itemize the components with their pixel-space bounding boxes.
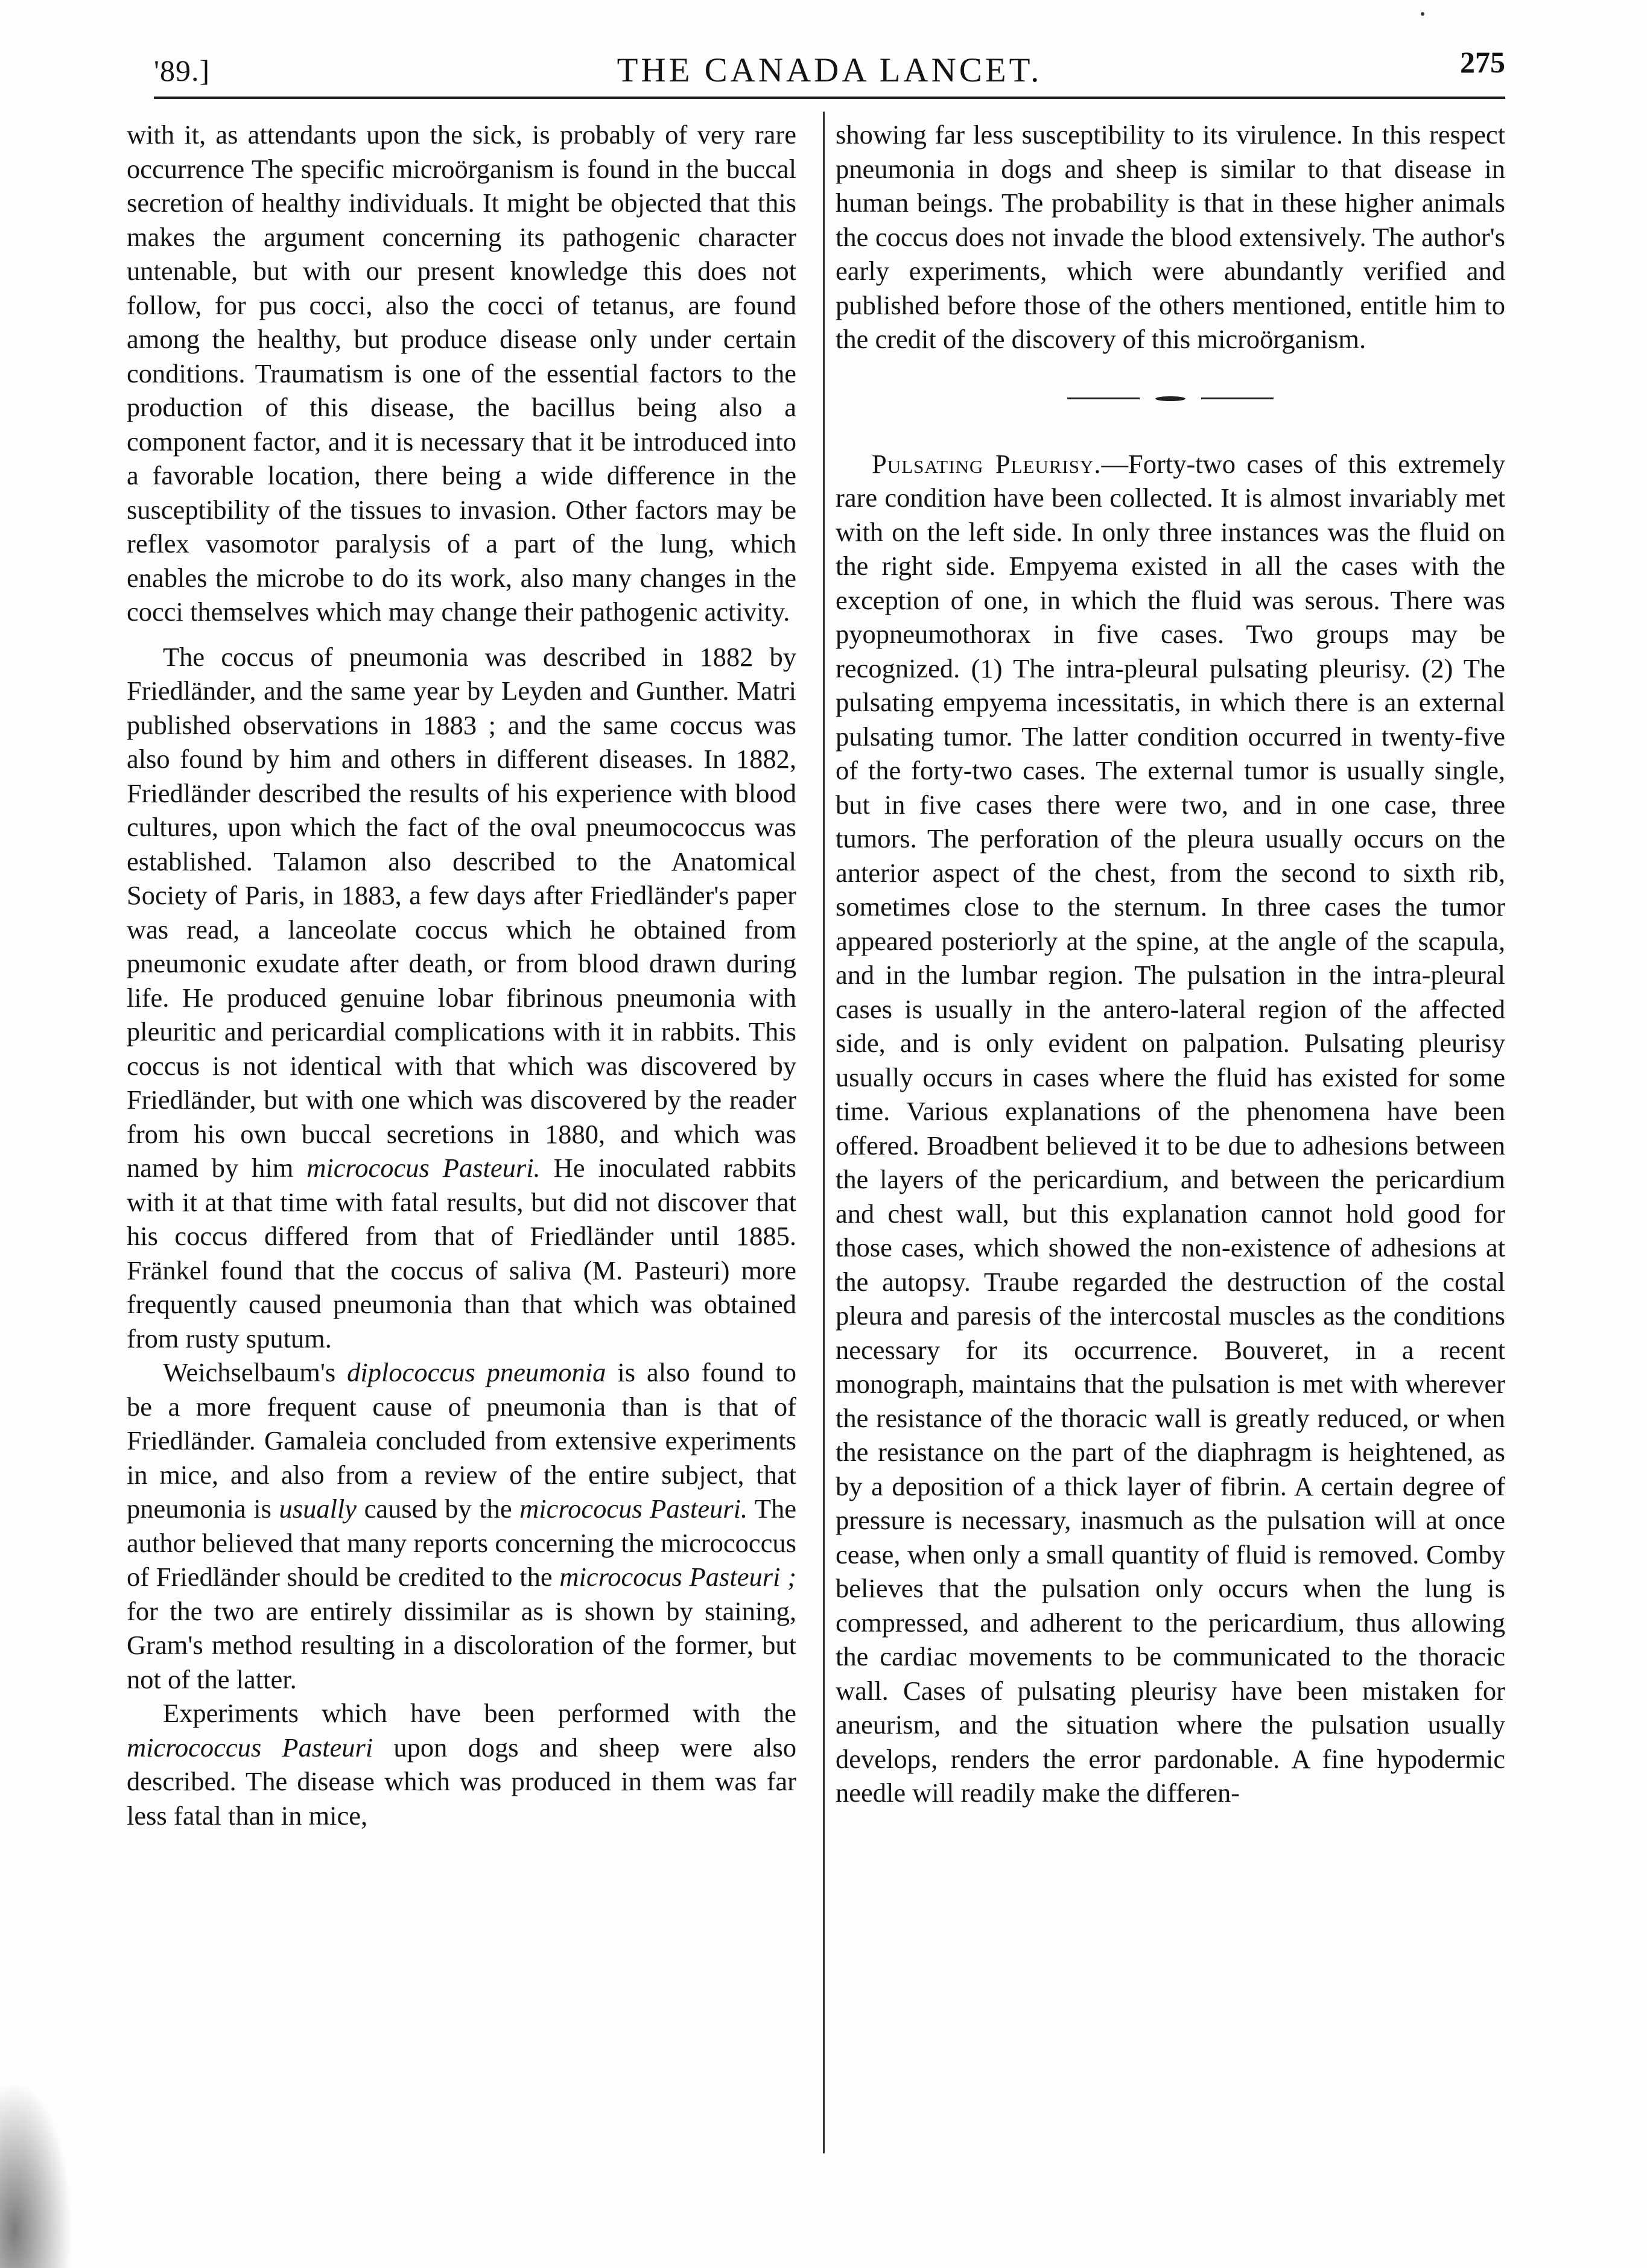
italic-term: micrococus Pasteuri ; bbox=[559, 1562, 796, 1592]
page-header bbox=[154, 36, 1505, 103]
header-rule bbox=[154, 97, 1505, 99]
paragraph: Experiments which have been performed with the micrococcus Pasteuri upon dogs and sheep were also described. The disease which was produced in them was far less fatal than in mice, bbox=[127, 1698, 796, 1831]
italic-term: usually bbox=[279, 1494, 357, 1524]
volume-year: '89.] bbox=[154, 54, 211, 87]
italic-term: micrococus Pasteuri. bbox=[519, 1494, 748, 1524]
section-heading: Pulsating Pleurisy. bbox=[872, 448, 1102, 479]
left-column bbox=[127, 118, 796, 1832]
italic-term: micrococcus Pasteuri bbox=[127, 1732, 373, 1763]
italic-term: micrococus Pasteuri. bbox=[306, 1153, 541, 1183]
paragraph: Pulsating Pleurisy.—Forty-two cases of this extremely rare condition have been collected. It is almost invariably met with on the left side. In only three instances was the fluid on the right side. Empyema existed in all the cases with the exception of one, in which the fluid was serous. There was pyopneumothorax in five cases. Two groups may be recognized. (1) The intra-pleural pulsating pleurisy. (2) The pulsating empyema incessitatis, in which there is an external pulsating tumor. The latter condition occurred in twenty-five of the forty-two cases. The external tumor is usually single, but in five cases there were two, and in one case, three tumors. The perforation of the pleura usually occurs on the anterior aspect of the chest, from the second to sixth rib, sometimes close to the sternum. In three cases the tumor appeared posteriorly at the spine, at the angle of the scapula, and in the lumbar region. The pulsation in the intra-pleural cases is usually in the antero-lateral region of the affected side, and is only evident on palpation. Pulsating pleurisy usually occurs in cases where the fluid has existed for some time. Various explanations of the phenomena have been offered. Broadbent believed it to be due to adhesions between the layers of the pericardium, and between the pericardium and chest wall, but this explanation cannot hold good for those cases, which showed the non-existence of adhesions at the autopsy. Traube regarded the destruction of the costal pleura and paresis of the intercostal muscles as the conditions necessary for its occurrence. Bouveret, in a recent monograph, maintains that the pulsation is met with wherever the resistance of the thoracic wall is greatly reduced, or when the resistance on the part of the diaphragm is heightened, as by a deposition of a thick layer of fibrin. A certain degree of pressure is necessary, inasmuch as the pulsation will at once cease, when only a small quantity of fluid is removed. Comby believes that the pulsation only occurs when the lung is compressed, and adherent to the pericardium, thus allowing the cardiac movements to be communicated to the thoracic wall. Cases of pulsating pleurisy have been mistaken for aneurism, and the situation where the pulsation usually develops, renders the error pardonable. A fine hypodermic needle will readily make the differen- bbox=[836, 448, 1505, 1808]
journal-title: THE CANADA LANCET. bbox=[617, 51, 1042, 89]
paragraph: Weichselbaum's diplococcus pneumonia is also found to be a more frequent cause of pneumonia than is that of Friedländer. Gamaleia concluded from extensive experiments in mice, and also from a review of the entire subject, that pneumonia is usually caused by the micrococus Pasteuri. The author believed that many reports concerning the micrococcus of Friedländer should be credited to the micrococus Pasteuri ; for the two are entirely dissimilar as is shown by staining, Gram's method resulting in a discoloration of the former, but not of the latter. bbox=[127, 1357, 797, 1694]
page-number: 275 bbox=[1460, 45, 1505, 79]
paragraph: showing far less susceptibility to its virulence. In this respect pneumonia in dogs and sheep is similar to that disease in human beings. The probability is that in these higher animals the coccus does not invade the blood extensively. The author's early experiments, which were abundantly verified and published before those of the others mentioned, entitle him to the credit of the discovery of this microörganism. bbox=[836, 119, 1505, 354]
paragraph: The coccus of pneumonia was described in 1882 by Friedländer, and the same year by Leyden and Gunther. Matri published observations in 1883 ; and the same coccus was also found by him and others in different diseases. In 1882, Friedländer described the results of his experience with blood cultures, upon which the fact of the oval pneumococcus was established. Talamon also described to the Anatomical Society of Paris, in 1883, a few days after Friedländer's paper was read, a lanceolate coccus which he obtained from pneumonic exudate after death, or from blood drawn during life. He produced genuine lobar fibrinous pneumonia with pleuritic and pericardial complications with it in rabbits. This coccus is not identical with that which was discovered by Friedländer, but with one which was discovered by the reader from his own buccal secretions in 1880, and which was named by him micrococus Pasteuri. He inoculated rabbits with it at that time with fatal results, but did not discover that his coccus differed from that of Friedländer until 1885. Fränkel found that the coccus of saliva (M. Pasteuri) more frequently caused pneumonia than that which was obtained from rusty sputum. bbox=[127, 641, 796, 1354]
italic-term: diplococcus pneumonia bbox=[347, 1357, 606, 1387]
right-column bbox=[836, 118, 1505, 1810]
print-speck bbox=[1421, 12, 1424, 16]
paragraph: with it, as attendants upon the sick, is probably of very rare occurrence The specific microörganism is found in the buccal secretion of healthy individuals. It might be objected that this makes the argument concerning its pathogenic character untenable, but with our present knowledge this does not follow, for pus cocci, also the cocci of tetanus, are found among the healthy, but produce disease only under certain conditions. Traumatism is one of the essential factors to the production of this disease, the bacillus being also a component factor, and it is necessary that it be introduced into a favorable location, there being a wide difference in the susceptibility of the tissues to invasion. Other factors may be reflex vasomotor paralysis of a part of the lung, which enables the microbe to do its work, also many changes in the cocci themselves which may change their pathogenic activity. bbox=[127, 119, 796, 627]
column-divider bbox=[823, 112, 825, 2153]
scan-smudge bbox=[0, 2081, 72, 2268]
section-separator-ornament bbox=[836, 363, 1505, 435]
